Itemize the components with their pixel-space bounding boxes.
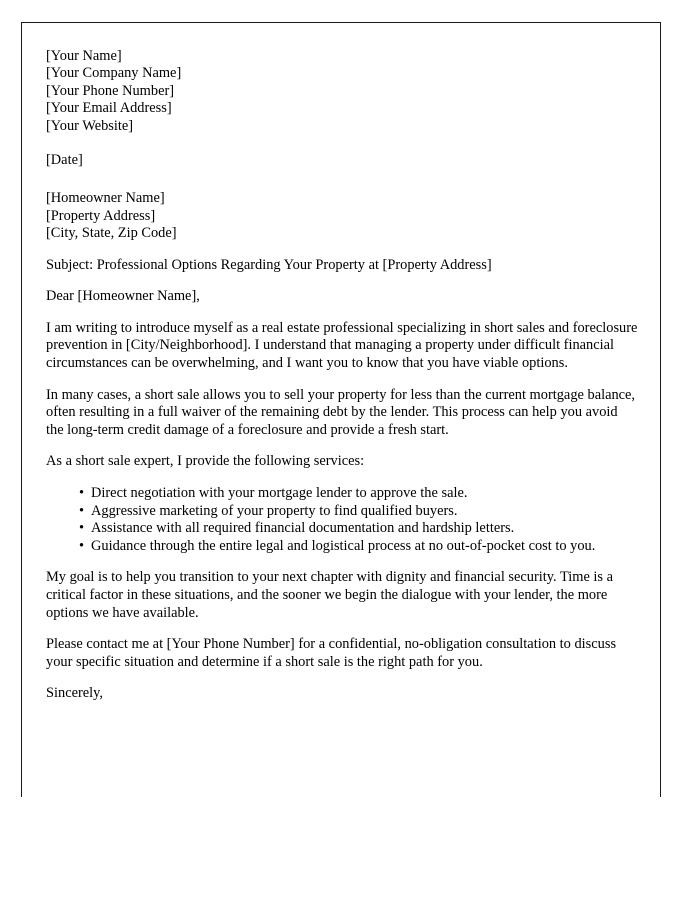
list-item (79, 537, 638, 556)
spacer-before-services-list (46, 471, 638, 485)
services-intro-line: As a short sale expert, I provide the following services: (46, 453, 365, 470)
body-paragraph-2: In many cases, a short sale allows you to sell your property for less than the current mortgage balance, often resulting in a full waiver of the remaining debt by the lender. This process can help you avoid the long-term credit damage of a foreclosure and provide a fresh start. (46, 386, 636, 438)
bullet-icon: • (79, 537, 85, 554)
closing-paragraph-1: My goal is to help you transition to your next chapter with dignity and financial security. Time is a critical factor in these situations, and the sooner we begin the dialogue with your lender, the more options we have available. (46, 569, 614, 621)
list-item (79, 485, 638, 503)
spacer-after-closing-1 (46, 622, 638, 636)
letter-date (46, 152, 638, 169)
recipient-property-address: [Property Address] (46, 207, 156, 224)
bullet-icon: • (79, 520, 85, 537)
recipient-name: [Homeowner Name] (46, 190, 165, 207)
sender-email: [Your Email Address] (46, 100, 172, 117)
spacer-after-recipient (46, 243, 638, 257)
spacer-after-paragraph-2 (46, 439, 638, 453)
recipient-city-state-zip: [City, State, Zip Code] (46, 225, 177, 242)
list-item-label: Aggressive marketing of your property to find qualified buyers. (91, 502, 458, 519)
spacer-before-signoff (46, 671, 638, 685)
sender-address-block (46, 48, 638, 135)
spacer-after-services-list (46, 555, 638, 569)
sign-off-line: Sincerely, (46, 685, 104, 702)
list-item-label: Assistance with all required financial documentation and hardship letters. (91, 520, 515, 537)
spacer-after-salutation (46, 306, 638, 320)
spacer-after-subject (46, 274, 638, 288)
date-value: [Date] (46, 152, 83, 169)
list-item (79, 502, 638, 521)
bullet-icon: • (79, 502, 85, 519)
sender-website: [Your Website] (46, 117, 134, 134)
sender-company: [Your Company Name] (46, 65, 182, 82)
spacer-after-sender (46, 135, 638, 152)
salutation-line: Dear [Homeowner Name], (46, 288, 200, 305)
subject-line: Subject: Professional Options Regarding Your Property at [Property Address] (46, 256, 492, 273)
sender-name: [Your Name] (46, 48, 122, 64)
bullet-icon: • (79, 485, 85, 501)
spacer-after-paragraph-1 (46, 373, 638, 387)
closing-paragraph-2: Please contact me at [Your Phone Number] for a confidential, no-obligation consultation to discuss your specific situation and determine if a short sale is the right path for you. (46, 636, 617, 670)
recipient-address-block (46, 190, 638, 242)
services-list (46, 485, 638, 555)
body-paragraph-1: I am writing to introduce myself as a real estate professional specializing in short sales and foreclosure prevention in [City/Neighborhood]. I understand that managing a property under difficult financial circumstances can be overwhelming, and I want you to know that you have viable options. (46, 319, 638, 372)
list-item-label: Direct negotiation with your mortgage lender to approve the sale. (91, 485, 468, 501)
letter-body (46, 48, 638, 703)
letter-page-sheet (21, 22, 661, 797)
list-item-label: Guidance through the entire legal and logistical process at no out-of-pocket cost to you. (91, 537, 596, 554)
list-item (79, 520, 638, 538)
spacer-after-date (46, 169, 638, 190)
sender-phone: [Your Phone Number] (46, 82, 175, 99)
